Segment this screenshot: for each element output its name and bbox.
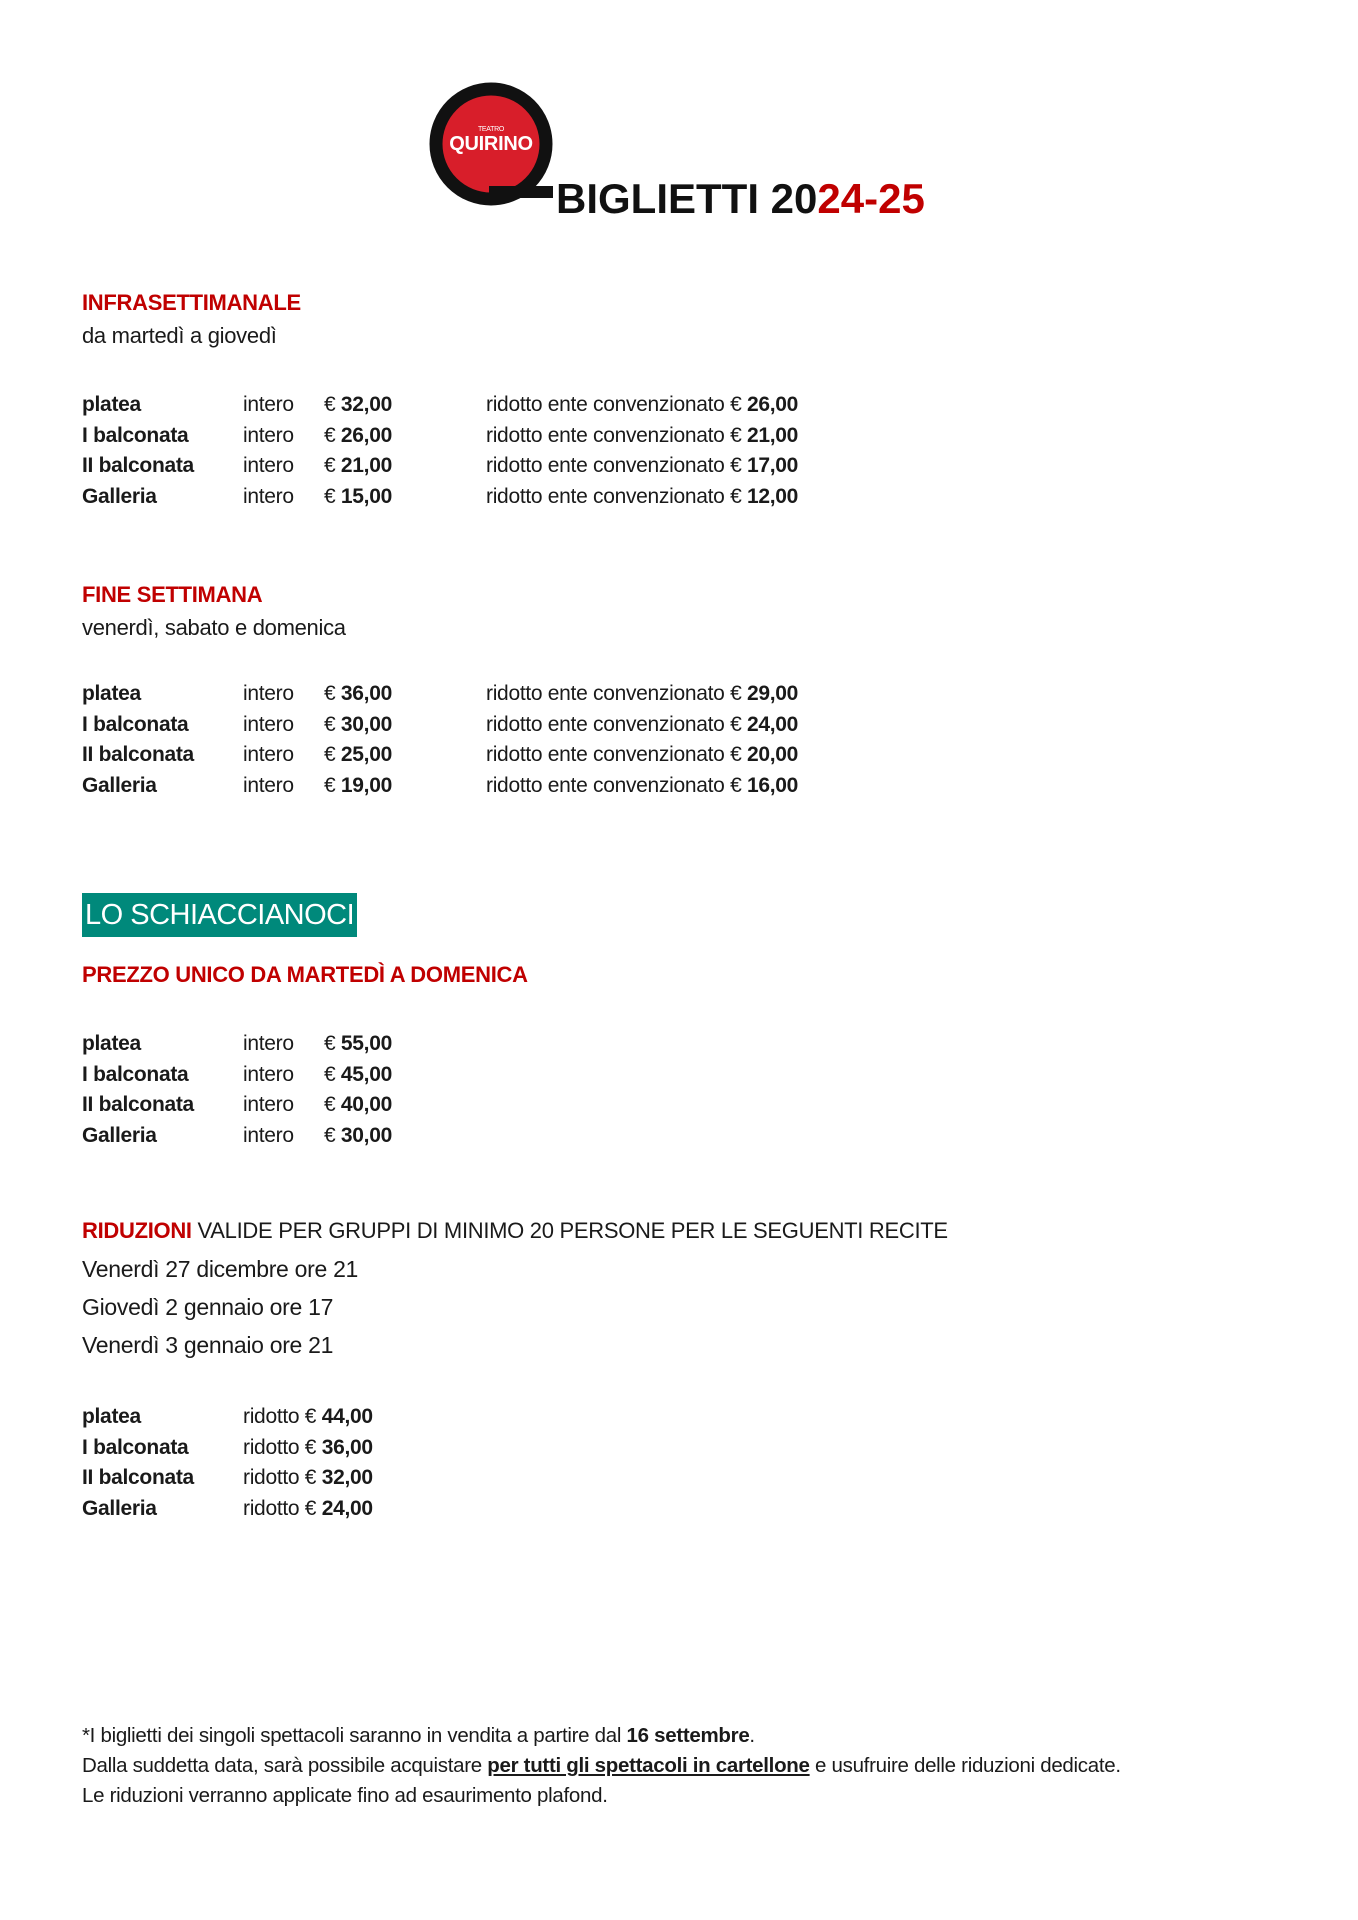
footer-note-1 bbox=[82, 1724, 755, 1748]
sector-label: platea bbox=[82, 682, 141, 705]
svg-text:TEATRO: TEATRO bbox=[477, 126, 505, 133]
riduzioni-label: RIDUZIONI bbox=[82, 1218, 192, 1243]
footer-emphasis: per tutti gli spettacoli in cartellone bbox=[487, 1754, 810, 1777]
full-price: € 19,00 bbox=[324, 773, 392, 797]
reduced-price-label: ridotto ente convenzionato € 16,00 bbox=[486, 773, 799, 797]
section-subtitle-fine-settimana: venerdì, sabato e domenica bbox=[82, 615, 346, 640]
reduced-price: 17,00 bbox=[747, 454, 799, 477]
reduced-price: 24,00 bbox=[321, 1496, 373, 1520]
price-type: intero bbox=[243, 393, 294, 416]
section-heading-fine-settimana: FINE SETTIMANA bbox=[82, 582, 263, 607]
full-price: € 55,00 bbox=[324, 1032, 392, 1055]
footer-note-3: Le riduzioni verranno applicate fino ad esaurimento plafond. bbox=[82, 1784, 608, 1807]
reduced-price-label: ridotto ente convenzionato € 26,00 bbox=[486, 393, 799, 416]
price-type: intero bbox=[243, 454, 294, 477]
price-type: intero bbox=[243, 773, 294, 797]
sector-label: Galleria bbox=[82, 1123, 157, 1147]
svg-text:QUIRINO: QUIRINO bbox=[449, 133, 533, 155]
price-type: ridotto € 44,00 bbox=[243, 1405, 373, 1428]
price-value: 19,00 bbox=[340, 773, 392, 797]
footer-text: . bbox=[749, 1724, 755, 1747]
reduced-price: 16,00 bbox=[747, 773, 799, 797]
price-type: ridotto € 24,00 bbox=[243, 1496, 373, 1520]
reduced-price: 21,00 bbox=[747, 423, 799, 447]
price-value: 40,00 bbox=[340, 1093, 392, 1116]
reduced-price: 12,00 bbox=[747, 484, 799, 508]
sector-label: platea bbox=[82, 393, 141, 416]
full-price: € 25,00 bbox=[324, 743, 392, 766]
footer-note-2 bbox=[82, 1754, 1121, 1778]
reduced-price-label: ridotto ente convenzionato € 12,00 bbox=[486, 484, 799, 508]
full-price: € 30,00 bbox=[324, 1123, 392, 1147]
sector-label: platea bbox=[82, 1405, 141, 1428]
title-year-end: 25 bbox=[878, 175, 925, 222]
performance-date: Venerdì 27 dicembre ore 21 bbox=[82, 1256, 359, 1282]
title-text: BIGLIETTI 20 bbox=[556, 175, 818, 222]
price-type: ridotto € 36,00 bbox=[243, 1435, 373, 1459]
sector-label: Galleria bbox=[82, 773, 157, 797]
price-value: 26,00 bbox=[340, 423, 392, 447]
schiaccianoci-banner: LO SCHIACCIANOCI bbox=[82, 893, 357, 937]
price-value: 15,00 bbox=[340, 484, 392, 508]
reduced-price-label: ridotto ente convenzionato € 29,00 bbox=[486, 682, 799, 705]
full-price: € 36,00 bbox=[324, 682, 392, 705]
sector-label: Galleria bbox=[82, 484, 157, 508]
price-type: intero bbox=[243, 1062, 294, 1086]
sector-label: platea bbox=[82, 1032, 141, 1055]
price-type: intero bbox=[243, 484, 294, 508]
full-price: € 15,00 bbox=[324, 484, 392, 508]
price-value: 30,00 bbox=[340, 712, 392, 736]
reduced-price-label: ridotto ente convenzionato € 24,00 bbox=[486, 712, 799, 736]
section-heading-infrasettimanale: INFRASETTIMANALE bbox=[82, 290, 301, 315]
full-price: € 30,00 bbox=[324, 712, 392, 736]
price-value: 32,00 bbox=[340, 393, 392, 416]
reduced-price-label: ridotto ente convenzionato € 21,00 bbox=[486, 423, 799, 447]
reduced-price: 36,00 bbox=[321, 1435, 373, 1459]
footer-text: Dalla suddetta data, sarà possibile acquistare bbox=[82, 1754, 488, 1777]
reduced-price: 32,00 bbox=[321, 1466, 373, 1489]
price-type: intero bbox=[243, 682, 294, 705]
sector-label: I balconata bbox=[82, 1062, 189, 1086]
section-subtitle-infrasettimanale: da martedì a giovedì bbox=[82, 323, 277, 348]
price-type: intero bbox=[243, 743, 294, 766]
price-value: 55,00 bbox=[340, 1032, 392, 1055]
price-type: intero bbox=[243, 1032, 294, 1055]
footer-text: e usufruire delle riduzioni dedicate. bbox=[809, 1754, 1121, 1777]
full-price: € 26,00 bbox=[324, 423, 392, 447]
footer-text: *I biglietti dei singoli spettacoli saranno in vendita a partire dal bbox=[82, 1724, 627, 1747]
section-heading-prezzo-unico: PREZZO UNICO DA MARTEDÌ A DOMENICA bbox=[82, 962, 528, 987]
price-value: 45,00 bbox=[340, 1062, 392, 1086]
reduced-price-label: ridotto ente convenzionato € 17,00 bbox=[486, 454, 799, 477]
teatro-quirino-logo bbox=[429, 82, 553, 206]
price-type: ridotto € 32,00 bbox=[243, 1466, 373, 1489]
sector-label: I balconata bbox=[82, 1435, 189, 1459]
sector-label: I balconata bbox=[82, 423, 189, 447]
full-price: € 45,00 bbox=[324, 1062, 392, 1086]
full-price: € 40,00 bbox=[324, 1093, 392, 1116]
reduced-price: 44,00 bbox=[321, 1405, 373, 1428]
price-type: intero bbox=[243, 423, 294, 447]
full-price: € 32,00 bbox=[324, 393, 392, 416]
reduced-price: 29,00 bbox=[747, 682, 799, 705]
title-year: 24 bbox=[817, 175, 865, 222]
reduced-price: 26,00 bbox=[747, 393, 799, 416]
riduzioni-heading bbox=[82, 1218, 948, 1244]
price-type: intero bbox=[243, 1093, 294, 1116]
price-type: intero bbox=[243, 1123, 294, 1147]
price-value: 30,00 bbox=[340, 1123, 392, 1147]
sector-label: II balconata bbox=[82, 454, 194, 477]
price-value: 21,00 bbox=[340, 454, 392, 477]
performance-date: Giovedì 2 gennaio ore 17 bbox=[82, 1294, 334, 1320]
footer-date: 16 settembre bbox=[626, 1724, 750, 1747]
sector-label: Galleria bbox=[82, 1496, 157, 1520]
reduced-price: 20,00 bbox=[747, 743, 799, 766]
reduced-price-label: ridotto ente convenzionato € 20,00 bbox=[486, 743, 799, 766]
page-title bbox=[556, 175, 925, 222]
price-value: 25,00 bbox=[340, 743, 392, 766]
sector-label: I balconata bbox=[82, 712, 189, 736]
sector-label: II balconata bbox=[82, 1466, 194, 1489]
sector-label: II balconata bbox=[82, 1093, 194, 1116]
price-value: 36,00 bbox=[340, 682, 392, 705]
price-type: intero bbox=[243, 712, 294, 736]
performance-date: Venerdì 3 gennaio ore 21 bbox=[82, 1332, 334, 1358]
riduzioni-description: VALIDE PER GRUPPI DI MINIMO 20 PERSONE PER LE SEGUENTI RECITE bbox=[191, 1218, 948, 1243]
title-dash: - bbox=[864, 175, 879, 222]
full-price: € 21,00 bbox=[324, 454, 392, 477]
reduced-price: 24,00 bbox=[747, 712, 799, 736]
sector-label: II balconata bbox=[82, 743, 194, 766]
